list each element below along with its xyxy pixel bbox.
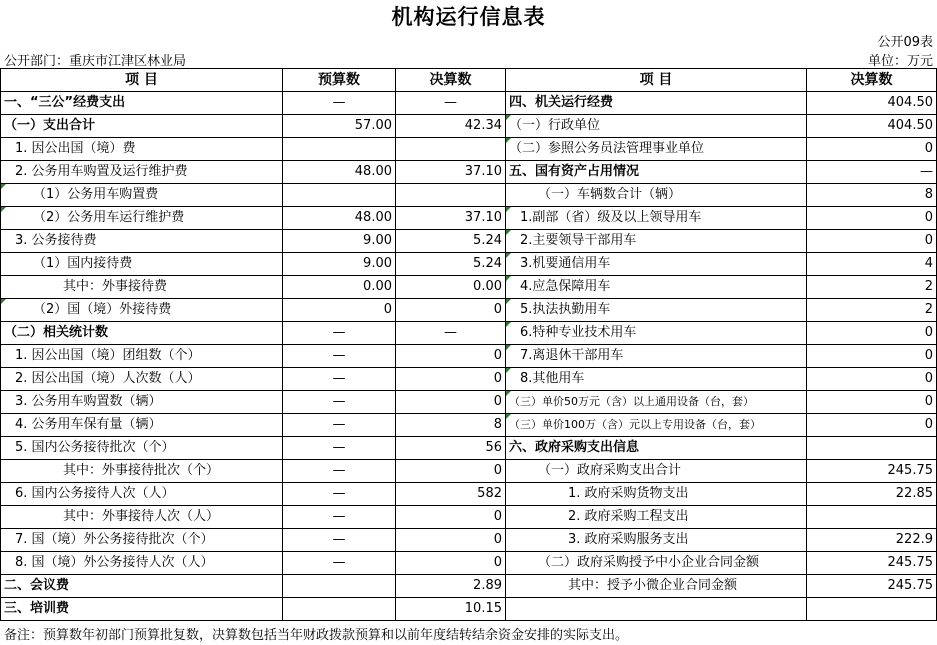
left-item-cell[interactable]: 1. 因公出国（境）团组数（个） — [1, 345, 283, 368]
table-row — [1, 529, 937, 552]
header-left-item[interactable]: 项 目 — [1, 69, 283, 92]
budget-cell[interactable]: — — [283, 552, 396, 575]
table-row — [1, 115, 937, 138]
final-right-cell[interactable]: 8 — [807, 184, 937, 207]
final-left-cell[interactable]: 0 — [396, 368, 506, 391]
final-right-cell[interactable]: 404.50 — [807, 115, 937, 138]
table-row — [1, 506, 937, 529]
left-item-cell[interactable]: （2）公务用车运行维护费 — [1, 207, 283, 230]
right-item-cell[interactable]: 7.离退休干部用车 — [506, 345, 807, 368]
right-item-cell[interactable]: 其中：授予小微企业合同金额 — [506, 575, 807, 598]
budget-cell[interactable]: 48.00 — [283, 161, 396, 184]
final-right-cell[interactable]: 0 — [807, 345, 937, 368]
final-right-cell[interactable] — [807, 506, 937, 529]
left-item-cell[interactable]: 6. 国内公务接待人次（人） — [1, 483, 283, 506]
final-left-cell[interactable]: 0 — [396, 391, 506, 414]
budget-cell[interactable]: 48.00 — [283, 207, 396, 230]
table-row — [1, 575, 937, 598]
table-row — [1, 207, 937, 230]
right-item-cell[interactable]: 8.其他用车 — [506, 368, 807, 391]
final-left-cell[interactable] — [396, 138, 506, 161]
final-left-cell[interactable]: 10.15 — [396, 598, 506, 621]
final-right-cell[interactable]: — — [807, 161, 937, 184]
budget-cell[interactable]: 9.00 — [283, 230, 396, 253]
right-item-cell[interactable]: 2. 政府采购工程支出 — [506, 506, 807, 529]
final-right-cell[interactable] — [807, 437, 937, 460]
budget-cell[interactable]: — — [283, 92, 396, 115]
final-right-cell[interactable]: 2 — [807, 299, 937, 322]
table-row — [1, 276, 937, 299]
right-item-cell[interactable]: （一）车辆数合计（辆） — [506, 184, 807, 207]
final-right-cell[interactable]: 0 — [807, 322, 937, 345]
left-item-cell[interactable]: 三、培训费 — [1, 598, 283, 621]
budget-cell[interactable]: — — [283, 506, 396, 529]
right-item-cell[interactable]: 3.机要通信用车 — [506, 253, 807, 276]
budget-cell[interactable] — [283, 138, 396, 161]
table-row — [1, 460, 937, 483]
budget-cell[interactable]: 0 — [283, 299, 396, 322]
right-item-cell[interactable]: 1.副部（省）级及以上领导用车 — [506, 207, 807, 230]
left-item-cell[interactable]: 2. 因公出国（境）人次数（人） — [1, 368, 283, 391]
left-item-cell[interactable]: 5. 国内公务接待批次（个） — [1, 437, 283, 460]
left-item-cell[interactable]: 8. 国（境）外公务接待人次（人） — [1, 552, 283, 575]
final-left-cell[interactable]: 37.10 — [396, 207, 506, 230]
budget-cell[interactable]: — — [283, 368, 396, 391]
right-item-cell[interactable]: 3. 政府采购服务支出 — [506, 529, 807, 552]
table-row — [1, 253, 937, 276]
final-right-cell[interactable]: 245.75 — [807, 460, 937, 483]
header-budget[interactable]: 预算数 — [283, 69, 396, 92]
final-left-cell[interactable]: 0 — [396, 552, 506, 575]
right-item-cell[interactable] — [506, 598, 807, 621]
info-table — [0, 68, 937, 621]
form-code: 公开09表 — [877, 35, 933, 50]
unit-label: 单位：万元 — [867, 54, 933, 69]
left-item-cell[interactable]: 3. 公务接待费 — [1, 230, 283, 253]
right-item-cell[interactable]: 4.应急保障用车 — [506, 276, 807, 299]
budget-cell[interactable]: — — [283, 483, 396, 506]
budget-cell[interactable]: 0.00 — [283, 276, 396, 299]
left-item-cell[interactable]: （1）公务用车购置费 — [1, 184, 283, 207]
final-right-cell[interactable]: 222.9 — [807, 529, 937, 552]
final-right-cell[interactable]: 0 — [807, 207, 937, 230]
right-item-cell[interactable]: 四、机关运行经费 — [506, 92, 807, 115]
right-item-cell[interactable]: （一）行政单位 — [506, 115, 807, 138]
left-item-cell[interactable]: （1）国内接待费 — [1, 253, 283, 276]
table-row — [1, 552, 937, 575]
final-left-cell[interactable]: 0 — [396, 529, 506, 552]
budget-cell[interactable]: — — [283, 529, 396, 552]
table-row — [1, 230, 937, 253]
header-final-right[interactable]: 决算数 — [807, 69, 937, 92]
table-row — [1, 483, 937, 506]
right-item-cell[interactable]: 5.执法执勤用车 — [506, 299, 807, 322]
final-right-cell[interactable]: 0 — [807, 230, 937, 253]
budget-cell[interactable]: — — [283, 322, 396, 345]
table-row — [1, 598, 937, 621]
final-right-cell[interactable]: 404.50 — [807, 92, 937, 115]
final-left-cell[interactable]: 0 — [396, 345, 506, 368]
final-left-cell[interactable]: 582 — [396, 483, 506, 506]
right-item-cell[interactable]: （三）单价50万元（含）以上通用设备（台，套） — [506, 391, 807, 414]
final-left-cell[interactable]: 56 — [396, 437, 506, 460]
final-left-cell[interactable]: 0.00 — [396, 276, 506, 299]
budget-cell[interactable]: — — [283, 391, 396, 414]
table-title: 机构运行信息表 — [391, 5, 546, 29]
table-row — [1, 161, 937, 184]
final-right-cell[interactable]: 4 — [807, 253, 937, 276]
final-right-cell[interactable]: 0 — [807, 368, 937, 391]
right-item-cell[interactable]: 6.特种专业技术用车 — [506, 322, 807, 345]
left-item-cell[interactable]: 3. 公务用车购置数（辆） — [1, 391, 283, 414]
table-row — [1, 368, 937, 391]
final-right-cell[interactable]: 245.75 — [807, 552, 937, 575]
budget-cell[interactable]: — — [283, 414, 396, 437]
department-label: 公开部门：重庆市江津区林业局 — [4, 54, 187, 69]
left-item-cell[interactable]: （二）相关统计数 — [1, 322, 283, 345]
final-left-cell[interactable]: 37.10 — [396, 161, 506, 184]
table-row — [1, 414, 937, 437]
left-item-cell[interactable]: 二、会议费 — [1, 575, 283, 598]
footnote: 备注：预算数年初部门预算批复数，决算数包括当年财政拨款预算和以前年度结转结余资金安排的实际支出。 — [4, 628, 629, 643]
right-item-cell[interactable]: 六、政府采购支出信息 — [506, 437, 807, 460]
final-left-cell[interactable]: 5.24 — [396, 230, 506, 253]
left-item-cell[interactable]: 其中：外事接待人次（人） — [1, 506, 283, 529]
right-item-cell[interactable]: （二）政府采购授予中小企业合同金额 — [506, 552, 807, 575]
header-row — [1, 69, 937, 92]
table-row — [1, 345, 937, 368]
table-row — [1, 299, 937, 322]
left-item-cell[interactable]: 其中：外事接待批次（个） — [1, 460, 283, 483]
final-left-cell[interactable]: 0 — [396, 506, 506, 529]
left-item-cell[interactable]: 7. 国（境）外公务接待批次（个） — [1, 529, 283, 552]
final-right-cell[interactable]: 2 — [807, 276, 937, 299]
budget-cell[interactable] — [283, 184, 396, 207]
left-item-cell[interactable]: 2. 公务用车购置及运行维护费 — [1, 161, 283, 184]
final-right-cell[interactable]: 0 — [807, 391, 937, 414]
header-final-left[interactable]: 决算数 — [396, 69, 506, 92]
left-item-cell[interactable]: （一）支出合计 — [1, 115, 283, 138]
budget-cell[interactable]: — — [283, 460, 396, 483]
final-left-cell[interactable]: 2.89 — [396, 575, 506, 598]
table-row — [1, 391, 937, 414]
budget-cell[interactable] — [283, 575, 396, 598]
table-row — [1, 92, 937, 115]
budget-cell[interactable] — [283, 598, 396, 621]
right-item-cell[interactable]: 2.主要领导干部用车 — [506, 230, 807, 253]
right-item-cell[interactable]: （二）参照公务员法管理事业单位 — [506, 138, 807, 161]
left-item-cell[interactable]: 1. 因公出国（境）费 — [1, 138, 283, 161]
final-left-cell[interactable]: 42.34 — [396, 115, 506, 138]
final-right-cell[interactable]: 0 — [807, 138, 937, 161]
final-left-cell[interactable]: 5.24 — [396, 253, 506, 276]
final-right-cell[interactable]: 245.75 — [807, 575, 937, 598]
final-left-cell[interactable]: 8 — [396, 414, 506, 437]
left-item-cell[interactable]: 一、“三公”经费支出 — [1, 92, 283, 115]
final-left-cell[interactable]: 0 — [396, 460, 506, 483]
final-right-cell[interactable] — [807, 598, 937, 621]
final-left-cell[interactable]: — — [396, 322, 506, 345]
left-item-cell[interactable]: 其中：外事接待费 — [1, 276, 283, 299]
final-left-cell[interactable]: 0 — [396, 299, 506, 322]
right-item-cell[interactable]: （一）政府采购支出合计 — [506, 460, 807, 483]
final-right-cell[interactable]: 22.85 — [807, 483, 937, 506]
header-right-item[interactable]: 项 目 — [506, 69, 807, 92]
final-left-cell[interactable] — [396, 184, 506, 207]
budget-cell[interactable]: — — [283, 345, 396, 368]
right-item-cell[interactable]: （三）单价100万（含）元以上专用设备（台，套） — [506, 414, 807, 437]
budget-cell[interactable]: 9.00 — [283, 253, 396, 276]
final-left-cell[interactable]: — — [396, 92, 506, 115]
budget-cell[interactable]: — — [283, 437, 396, 460]
budget-cell[interactable]: 57.00 — [283, 115, 396, 138]
table-row — [1, 184, 937, 207]
left-item-cell[interactable]: （2）国（境）外接待费 — [1, 299, 283, 322]
table-row — [1, 138, 937, 161]
left-item-cell[interactable]: 4. 公务用车保有量（辆） — [1, 414, 283, 437]
right-item-cell[interactable]: 1. 政府采购货物支出 — [506, 483, 807, 506]
final-right-cell[interactable]: 0 — [807, 414, 937, 437]
right-item-cell[interactable]: 五、国有资产占用情况 — [506, 161, 807, 184]
table-row — [1, 322, 937, 345]
table-row — [1, 437, 937, 460]
